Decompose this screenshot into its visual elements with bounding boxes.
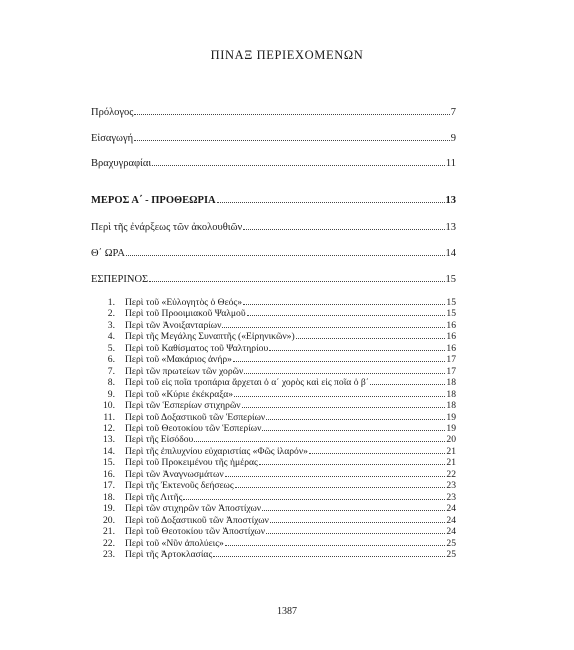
list-item-number: 6. xyxy=(107,354,115,366)
list-item-number: 19. xyxy=(103,503,115,515)
list-item-label: Περὶ τοῦ «Κύριε ἐκέκραξα» xyxy=(125,388,234,400)
list-item xyxy=(91,434,456,445)
list-item-label: Περὶ τοῦ Προκειμένου τῆς ἡμέρας xyxy=(125,457,258,469)
toc-entry xyxy=(91,107,456,119)
list-item xyxy=(91,423,456,434)
list-item-number: 20. xyxy=(103,514,115,526)
list-item xyxy=(91,343,456,354)
list-item-page: 24 xyxy=(446,503,456,515)
list-item xyxy=(91,331,456,342)
dot-leader xyxy=(269,350,445,351)
list-item-page: 19 xyxy=(446,422,456,434)
toc-entry xyxy=(91,222,456,234)
toc-entry-page: 15 xyxy=(445,274,456,285)
list-item xyxy=(91,526,456,537)
list-item xyxy=(91,446,456,457)
list-item-page: 24 xyxy=(446,514,456,526)
dot-leader xyxy=(266,419,445,420)
toc-entry-page: 7 xyxy=(450,107,456,118)
list-item xyxy=(91,538,456,549)
dot-leader xyxy=(262,430,445,431)
dot-leader xyxy=(225,476,446,477)
list-item-label: Περὶ τοῦ Καθίσματος τοῦ Ψαλτηρίου xyxy=(125,342,269,354)
list-item-number: 16. xyxy=(103,468,115,480)
list-item-label: Περὶ τῶν πρωτείων τῶν χορῶν xyxy=(125,365,244,377)
list-item xyxy=(91,297,456,308)
list-item-page: 21 xyxy=(446,445,456,457)
list-item-page: 18 xyxy=(446,377,456,389)
dot-leader xyxy=(296,338,446,339)
dot-leader xyxy=(213,556,445,557)
list-item-page: 24 xyxy=(446,526,456,537)
dot-leader xyxy=(370,384,445,385)
toc-entry-page: 11 xyxy=(445,158,456,169)
toc-entry-page: 9 xyxy=(450,133,456,144)
list-item-number: 21. xyxy=(103,526,115,537)
dot-leader xyxy=(225,545,446,546)
list-item-number: 13. xyxy=(103,434,115,446)
dot-leader xyxy=(222,327,445,328)
list-item-page: 16 xyxy=(446,331,456,343)
toc-entry-label: Πρόλογος xyxy=(91,107,134,118)
toc-entry-label: Βραχυγραφίαι xyxy=(91,158,152,169)
dot-leader xyxy=(247,315,446,316)
list-item-number: 1. xyxy=(107,297,115,308)
list-item-page: 16 xyxy=(446,319,456,331)
list-item xyxy=(91,400,456,411)
toc-entry-label: ΕΣΠΕΡΙΝΟΣ xyxy=(91,274,149,285)
list-item-label: Περὶ τῆς Ἀρτοκλασίας xyxy=(125,548,213,560)
list-item xyxy=(91,549,456,560)
dot-leader xyxy=(242,407,446,408)
dot-leader xyxy=(126,255,445,256)
list-item-number: 11. xyxy=(103,411,115,423)
list-item-number: 18. xyxy=(103,491,115,503)
page-number: 1387 xyxy=(277,606,297,617)
list-item-page: 17 xyxy=(446,365,456,377)
dot-leader xyxy=(183,499,445,500)
list-item-label: Περὶ τῶν στιχηρῶν τῶν Ἀποστίχων xyxy=(125,503,262,515)
dot-leader xyxy=(266,533,445,534)
list-item xyxy=(91,492,456,503)
toc-entry xyxy=(91,133,456,145)
list-item-label: Περὶ τῆς Λιτῆς xyxy=(125,491,183,503)
list-item-label: Περὶ τῆς Μεγάλης Συναπτῆς («Εἰρηνικῶν») xyxy=(125,331,295,343)
dot-leader xyxy=(134,114,449,115)
list-item-number: 4. xyxy=(107,331,115,343)
list-item-number: 5. xyxy=(107,342,115,354)
list-item-label: Περὶ τῆς Εἰσόδου xyxy=(125,434,194,446)
list-item-number: 22. xyxy=(103,537,115,549)
list-item-label: Περὶ τοῦ «Μακάριος ἀνήρ» xyxy=(125,354,232,366)
dot-leader xyxy=(270,522,446,523)
list-item-label: Περὶ τῶν Ἑσπερίων στιχηρῶν xyxy=(125,400,241,412)
list-item-label: Περὶ τοῦ Θεοτοκίου τῶν Ἀποστίχων xyxy=(125,526,266,537)
list-item-label: Περὶ τοῦ εἰς ποῖα τροπάρια ἄρχεται ὁ α΄ χορὸς καὶ εἰς ποῖα ὁ β΄ xyxy=(125,377,369,389)
list-item-label: Περὶ τοῦ «Νῦν ἀπολύεις» xyxy=(125,537,224,549)
list-item-number: 17. xyxy=(103,480,115,492)
toc-entry-page: 13 xyxy=(445,195,456,206)
list-item xyxy=(91,308,456,319)
toc-entry-page: 14 xyxy=(445,248,456,259)
list-item-label: Περὶ τοῦ Προοιμιακοῦ Ψαλμοῦ xyxy=(125,308,246,320)
list-item-number: 15. xyxy=(103,457,115,469)
toc-part-heading xyxy=(91,195,456,207)
list-item-number: 14. xyxy=(103,445,115,457)
dot-leader xyxy=(194,441,445,442)
list-item xyxy=(91,320,456,331)
list-item-number: 3. xyxy=(107,319,115,331)
list-item-page: 20 xyxy=(446,434,456,446)
list-item-label: Περὶ τῆς ἐπιλυχνίου εὐχαριστίας «Φῶς ἱλαρόν» xyxy=(125,445,308,457)
list-item-label: Περὶ τῆς Ἐκτενοῦς δεήσεως xyxy=(125,480,234,492)
list-item-page: 22 xyxy=(446,468,456,480)
dot-leader xyxy=(259,464,446,465)
dot-leader xyxy=(152,165,445,166)
list-item-number: 8. xyxy=(107,377,115,389)
list-item-page: 19 xyxy=(446,411,456,423)
list-item-number: 2. xyxy=(107,308,115,320)
list-item xyxy=(91,457,456,468)
toc-entry-label: Περὶ τῆς ἐνάρξεως τῶν ἀκολουθιῶν xyxy=(91,222,243,233)
list-item-number: 23. xyxy=(103,548,115,560)
list-item-label: Περὶ τοῦ Θεοτοκίου τῶν Ἑσπερίων xyxy=(125,422,262,434)
toc-entry xyxy=(91,248,456,260)
list-item-label: Περὶ τοῦ «Εὐλογητὸς ὁ Θεός» xyxy=(125,297,243,308)
dot-leader xyxy=(243,304,445,305)
list-item-page: 21 xyxy=(446,457,456,469)
list-item-page: 18 xyxy=(446,388,456,400)
list-item xyxy=(91,503,456,514)
list-item-page: 23 xyxy=(446,491,456,503)
list-item-page: 25 xyxy=(446,537,456,549)
page-title: ΠΙΝΑΞ ΠΕΡΙΕΧΟΜΕΝΩΝ xyxy=(210,48,364,62)
list-item-label: Περὶ τῶν Ἀνοιξανταρίων xyxy=(125,319,222,331)
dot-leader xyxy=(262,510,445,511)
list-item-page: 15 xyxy=(446,308,456,320)
dot-leader xyxy=(244,373,445,374)
list-item-page: 15 xyxy=(446,297,456,308)
list-item xyxy=(91,389,456,400)
list-item-page: 17 xyxy=(446,354,456,366)
list-item-label: Περὶ τοῦ Δοξαστικοῦ τῶν Ἑσπερίων xyxy=(125,411,266,423)
dot-leader xyxy=(243,229,444,230)
toc-entry-label: ΜΕΡΟΣ Α΄ - ΠΡΟΘΕΩΡΙΑ xyxy=(91,195,216,206)
list-item-page: 25 xyxy=(446,548,456,560)
toc-entry xyxy=(91,158,456,170)
list-item-page: 18 xyxy=(446,400,456,412)
list-item-page: 23 xyxy=(446,480,456,492)
dot-leader xyxy=(134,140,450,141)
list-item-number: 10. xyxy=(103,400,115,412)
list-item xyxy=(91,354,456,365)
list-item xyxy=(91,515,456,526)
dot-leader xyxy=(217,202,445,203)
dot-leader xyxy=(233,361,445,362)
list-item xyxy=(91,366,456,377)
list-item-page: 16 xyxy=(446,342,456,354)
dot-leader xyxy=(149,281,444,282)
dot-leader xyxy=(234,396,445,397)
dot-leader xyxy=(309,453,445,454)
list-item xyxy=(91,377,456,388)
toc-entry-label: Εἰσαγωγή xyxy=(91,133,134,144)
list-item-number: 7. xyxy=(107,365,115,377)
list-item-number: 9. xyxy=(107,388,115,400)
list-item xyxy=(91,469,456,480)
list-item-label: Περὶ τοῦ Δοξαστικοῦ τῶν Ἀποστίχων xyxy=(125,514,269,526)
list-item-label: Περὶ τῶν Ἀναγνωσμάτων xyxy=(125,468,224,480)
dot-leader xyxy=(235,487,446,488)
toc-entry-page: 13 xyxy=(445,222,456,233)
list-item xyxy=(91,480,456,491)
toc-entry-label: Θ΄ ΩΡΑ xyxy=(91,248,125,259)
toc-entry xyxy=(91,274,456,286)
list-item xyxy=(91,412,456,423)
list-item-number: 12. xyxy=(103,422,115,434)
